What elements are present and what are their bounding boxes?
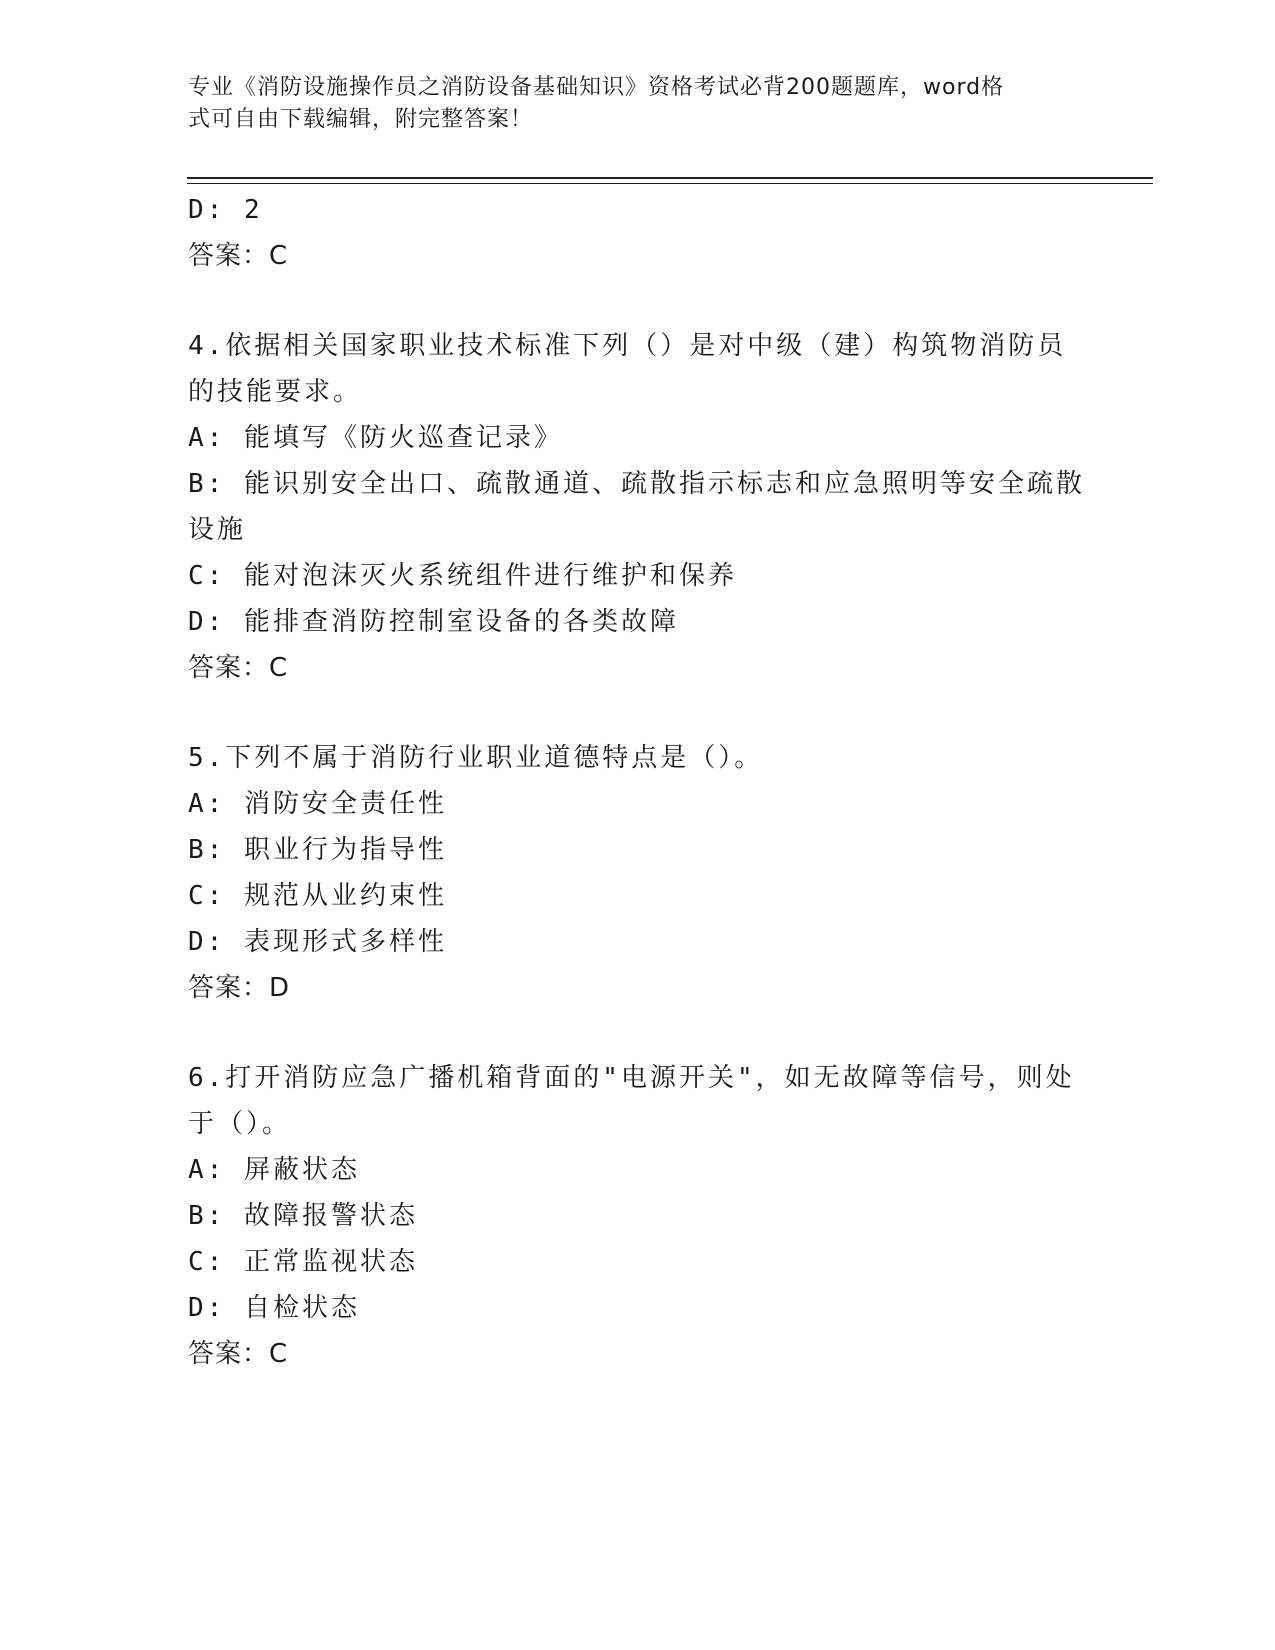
option-a: A: 屏蔽状态 [188,1155,360,1185]
question-stem-line: 6.打开消防应急广播机箱背面的"电源开关"，如无故障等信号，则处 [188,1063,1075,1093]
option-a: A: 能填写《防火巡查记录》 [188,423,563,453]
option-d: D: 2 [188,195,263,225]
option-d: D: 能排查消防控制室设备的各类故障 [188,607,679,637]
question-gap [188,279,1088,323]
option-d: D: 表现形式多样性 [188,927,447,957]
question-gap [188,691,1088,735]
header-divider-thin [187,183,1153,184]
previous-question-tail [188,187,1088,279]
header-line-2: 式可自由下载编辑，附完整答案！ [188,107,534,132]
question-6 [188,1055,1088,1377]
question-5 [188,735,1088,1011]
header-line-1: 专业《消防设施操作员之消防设备基础知识》资格考试必背200题题库，word格 [188,75,1005,100]
question-gap [188,1011,1088,1055]
option-c: C: 规范从业约束性 [188,881,447,911]
document-header [188,72,1068,136]
option-c: C: 正常监视状态 [188,1247,418,1277]
option-b-continued: 设施 [188,515,247,545]
answer-line: 答案：C [188,1339,289,1369]
question-stem-line: 4.依据相关国家职业技术标准下列（）是对中级（建）构筑物消防员 [188,331,1067,361]
answer-line: 答案：C [188,241,289,271]
option-b: B: 故障报警状态 [188,1201,418,1231]
question-4 [188,323,1088,691]
question-stem-line: 的技能要求。 [188,377,363,407]
option-a: A: 消防安全责任性 [188,789,447,819]
question-stem-line: 于（）。 [188,1109,292,1139]
header-divider-thick [187,177,1153,179]
question-stem-line: 5.下列不属于消防行业职业道德特点是（）。 [188,743,764,773]
answer-line: 答案：D [188,973,291,1003]
option-c: C: 能对泡沫灭火系统组件进行维护和保养 [188,561,737,591]
answer-line: 答案：C [188,653,289,683]
question-list [188,187,1088,1377]
option-d: D: 自检状态 [188,1293,360,1323]
option-b: B: 能识别安全出口、疏散通道、疏散指示标志和应急照明等安全疏散 [188,469,1085,499]
option-b: B: 职业行为指导性 [188,835,447,865]
